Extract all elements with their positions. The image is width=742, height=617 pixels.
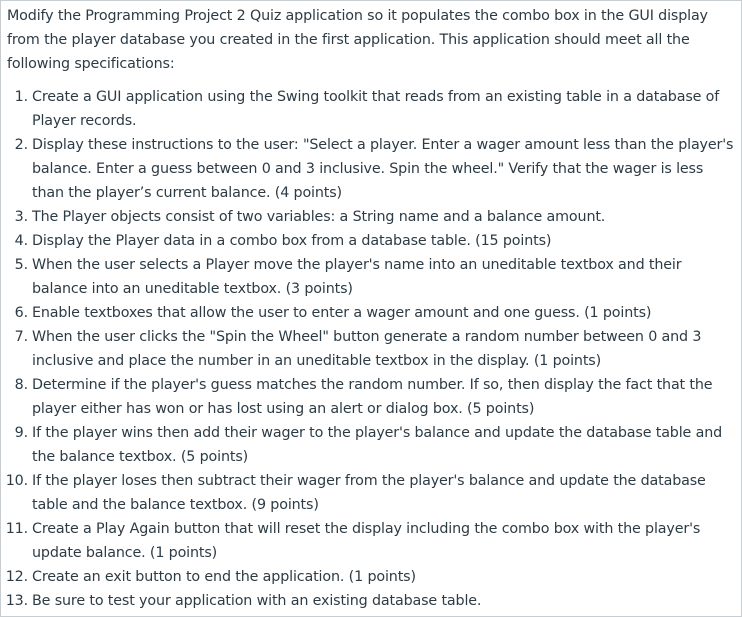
- item-number: 13.: [5, 593, 28, 609]
- item-number: 9.: [14, 425, 28, 441]
- list-item: [1, 301, 742, 325]
- item-text: If the player loses then subtract their wager from the player's balance and update the database table and the balance textbox. (9 points): [32, 473, 706, 513]
- item-number: 2.: [14, 137, 28, 153]
- specifications-list: [1, 85, 742, 613]
- intro-paragraph: Modify the Programming Project 2 Quiz application so it populates the combo box in the GUI display from the player database you created in the first application. This application should meet all the following specifications:: [7, 8, 708, 72]
- list-item: [1, 205, 742, 229]
- item-number: 4.: [14, 233, 28, 249]
- list-item: [1, 421, 742, 469]
- item-number: 12.: [5, 569, 28, 585]
- item-text: Create an exit button to end the application. (1 points): [32, 569, 416, 585]
- item-text: The Player objects consist of two variables: a String name and a balance amount.: [32, 209, 606, 225]
- item-text: Create a GUI application using the Swing toolkit that reads from an existing table in a database of Player records.: [32, 89, 720, 129]
- item-number: 1.: [14, 89, 28, 105]
- item-number: 5.: [14, 257, 28, 273]
- item-text: Create a Play Again button that will reset the display including the combo box with the player's update balance. (1 points): [32, 521, 701, 561]
- list-item: [1, 517, 742, 565]
- item-number: 8.: [14, 377, 28, 393]
- item-text: When the user selects a Player move the player's name into an uneditable textbox and their balance into an uneditable textbox. (3 points): [32, 257, 682, 297]
- list-item: [1, 373, 742, 421]
- item-text: When the user clicks the "Spin the Wheel" button generate a random number between 0 and 3 inclusive and place the number in an uneditable textbox in the display. (1 points): [32, 329, 702, 369]
- item-text: Display these instructions to the user: "Select a player. Enter a wager amount less than the player's balance. Enter a guess between 0 and 3 inclusive. Spin the wheel." Verify that the wager is less than the player’s current balance. (4 points): [32, 137, 734, 201]
- item-number: 10.: [5, 473, 28, 489]
- item-text: If the player wins then add their wager to the player's balance and update the database table and the balance textbox. (5 points): [32, 425, 723, 465]
- item-number: 11.: [5, 521, 28, 537]
- list-item: [1, 85, 742, 133]
- list-item: [1, 253, 742, 301]
- item-text: Be sure to test your application with an existing database table.: [32, 593, 482, 609]
- item-text: Determine if the player's guess matches the random number. If so, then display the fact that the player either has won or has lost using an alert or dialog box. (5 points): [32, 377, 713, 417]
- item-number: 7.: [14, 329, 28, 345]
- list-item: [1, 589, 742, 613]
- item-number: 6.: [14, 305, 28, 321]
- item-text: Display the Player data in a combo box from a database table. (15 points): [32, 233, 552, 249]
- item-text: Enable textboxes that allow the user to enter a wager amount and one guess. (1 points): [32, 305, 652, 321]
- list-item: [1, 229, 742, 253]
- item-number: 3.: [14, 209, 28, 225]
- list-item: [1, 565, 742, 589]
- list-item: [1, 133, 742, 205]
- list-item: [1, 469, 742, 517]
- list-item: [1, 325, 742, 373]
